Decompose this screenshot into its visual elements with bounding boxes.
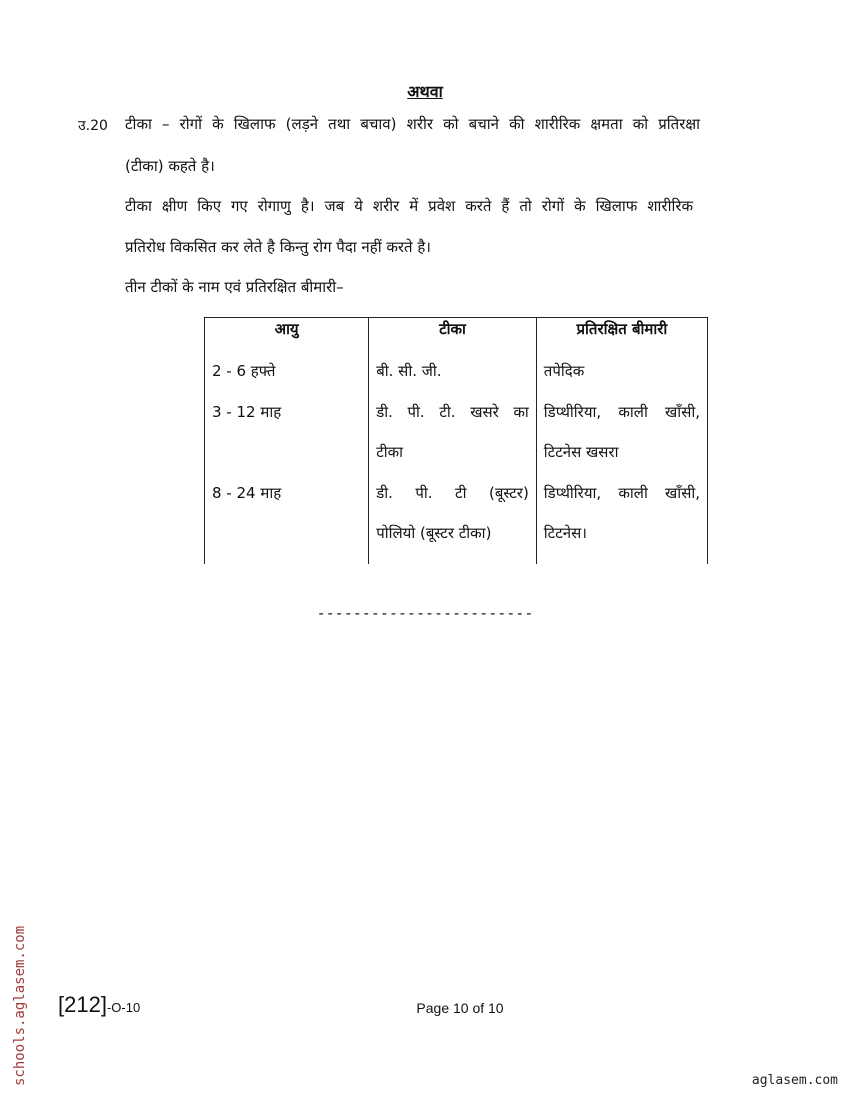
page-number: Page 10 of 10 <box>416 1000 504 1016</box>
cell-vaccine <box>369 473 537 554</box>
corner-watermark: aglasem.com <box>751 1073 838 1088</box>
table-bottom-spacer <box>205 554 708 564</box>
end-divider: ------------------------ <box>316 604 534 622</box>
cell-text <box>205 432 368 473</box>
cell-text: टिटनेस खसरा <box>543 443 619 461</box>
cell-empty <box>205 554 369 564</box>
cell-age <box>205 392 369 473</box>
cell-text: बी. सी. जी. <box>376 362 442 380</box>
cell-text: तपेदिक <box>543 362 585 380</box>
vaccine-table <box>204 317 708 564</box>
cell-age <box>205 351 369 392</box>
cell-text: डिप्थीरिया, काली खाँसी, <box>543 402 700 421</box>
table-row <box>205 473 708 554</box>
header-vaccine: टीका <box>369 318 537 352</box>
cell-text: 8 - 24 माह <box>212 483 282 502</box>
answer-line-5: तीन टीकों के नाम एवं प्रतिरक्षित बीमारी– <box>125 278 344 296</box>
cell-text: डी. पी. टी (बूस्टर) <box>376 483 529 502</box>
question-number: उ.20 <box>78 118 108 134</box>
cell-text: टीका <box>376 443 404 461</box>
cell-age <box>205 473 369 554</box>
table-header-row <box>205 318 708 352</box>
answer-line-4: प्रतिरोध विकसित कर लेते है किन्तु रोग पैदा नहीं करते है। <box>125 238 431 256</box>
cell-text: 3 - 12 माह <box>212 402 282 421</box>
answer-line-1: टीका – रोगों के खिलाफ (लड़ने तथा बचाव) शरीर को बचाने की शारीरिक क्षमता को प्रतिरक्षा <box>125 115 700 133</box>
answer-line-3: टीका क्षीण किए गए रोगाणु है। जब ये शरीर में प्रवेश करते हैं तो रोगों के खिलाफ शारीरिक <box>125 197 693 215</box>
cell-empty <box>536 554 707 564</box>
paper-code-main: [212] <box>58 992 107 1017</box>
cell-text: डिप्थीरिया, काली खाँसी, <box>543 483 700 502</box>
cell-text: 2 - 6 हफ्ते <box>212 362 276 380</box>
cell-disease <box>536 351 707 392</box>
cell-vaccine <box>369 351 537 392</box>
table-row <box>205 392 708 473</box>
cell-text: टिटनेस। <box>543 524 587 542</box>
cell-text: डी. पी. टी. खसरे का <box>376 402 529 421</box>
cell-empty <box>369 554 537 564</box>
paper-code-sub: -O-10 <box>106 1000 141 1015</box>
cell-disease <box>536 473 707 554</box>
header-age: आयु <box>205 318 369 352</box>
cell-vaccine <box>369 392 537 473</box>
cell-disease <box>536 392 707 473</box>
header-disease: प्रतिरक्षित बीमारी <box>536 318 707 352</box>
section-heading: अथवा <box>407 82 443 101</box>
vertical-watermark: schools.aglasem.com <box>12 925 28 1086</box>
table-row <box>205 351 708 392</box>
cell-text <box>205 513 368 554</box>
cell-text: पोलियो (बूस्टर टीका) <box>376 524 492 542</box>
answer-line-2: (टीका) कहते है। <box>125 157 215 175</box>
